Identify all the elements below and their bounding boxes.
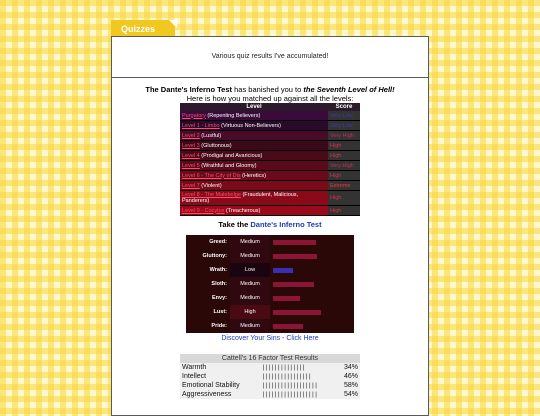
- level-cell: [180, 181, 328, 191]
- intro-text: Various quiz results I've accumulated!: [112, 37, 428, 78]
- content-panel: [111, 36, 429, 416]
- level-cell: [180, 111, 328, 121]
- dante-result-prefix: The Dante's Inferno Test: [145, 85, 233, 94]
- sin-bar-cell: [270, 319, 354, 333]
- sin-level: Medium: [230, 277, 270, 291]
- dante-result-middle: has banished you to: [234, 85, 302, 94]
- dante-result-destination: the Seventh Level of Hell!: [303, 85, 395, 94]
- level-name-link[interactable]: Level 9 - Cocytus: [182, 207, 225, 214]
- sin-bar: [273, 268, 293, 273]
- cattell-bars: ||||||||||||||||: [261, 373, 312, 380]
- level-cell: [180, 206, 328, 216]
- cattell-row: [180, 372, 360, 381]
- discover-sins: [112, 335, 428, 342]
- sin-bar-cell: [270, 305, 354, 319]
- sin-level: Medium: [230, 291, 270, 305]
- level-cell: [180, 151, 328, 161]
- level-score: High: [328, 191, 360, 206]
- level-cell: [180, 191, 328, 206]
- dante-levels-table: [180, 103, 360, 216]
- cattell-trait: Intellect: [182, 373, 207, 380]
- level-cell: [180, 171, 328, 181]
- level-name-link[interactable]: Level 1 - Limbo: [182, 122, 220, 129]
- cattell-bars: ||||||||||||||: [261, 364, 305, 371]
- level-score: Very Low: [328, 111, 360, 121]
- sin-name: Greed:: [209, 239, 227, 245]
- level-row: [180, 151, 360, 161]
- sin-level: Medium: [230, 319, 270, 333]
- sin-name: Lust:: [213, 309, 227, 315]
- levels-header-score: Score: [328, 103, 360, 111]
- level-score: High: [328, 141, 360, 151]
- levels-header-level: Level: [180, 103, 328, 111]
- level-description: (Heretics): [242, 172, 266, 179]
- sin-level: Medium: [230, 249, 270, 263]
- take-prefix: Take the: [218, 220, 249, 229]
- level-description: (Treacherous): [226, 207, 261, 214]
- level-cell: [180, 131, 328, 141]
- level-row: [180, 121, 360, 131]
- level-row: [180, 141, 360, 151]
- level-cell: [180, 141, 328, 151]
- level-score: Extreme: [328, 181, 360, 191]
- cattell-bars: ||||||||||||||||||: [261, 382, 318, 389]
- level-row: [180, 111, 360, 121]
- cattell-trait: Warmth: [182, 364, 207, 371]
- sin-bar: [273, 254, 317, 259]
- cattell-bars: ||||||||||||||||||: [261, 391, 318, 398]
- level-row: [180, 161, 360, 171]
- level-score: High: [328, 151, 360, 161]
- level-cell: [180, 121, 328, 131]
- sin-row: [186, 277, 354, 291]
- level-description: (Gluttonous): [201, 142, 232, 149]
- level-description: (Repenting Believers): [207, 112, 261, 119]
- sin-row: [186, 249, 354, 263]
- sin-bar: [273, 296, 300, 301]
- cattell-pct: 58%: [343, 382, 358, 389]
- level-score: High: [328, 171, 360, 181]
- sin-bar-cell: [270, 249, 354, 263]
- take-dante-test: [112, 220, 428, 229]
- sin-level: Medium: [230, 235, 270, 249]
- cattell-pct: 34%: [343, 364, 358, 371]
- level-row: [180, 131, 360, 141]
- level-name-link[interactable]: Purgatory: [182, 112, 206, 119]
- dante-result-heading: [112, 85, 428, 103]
- sin-bar: [273, 324, 303, 329]
- level-score: Very High: [328, 131, 360, 141]
- level-description: (Lustful): [201, 132, 222, 139]
- quiz-results: [112, 77, 428, 399]
- dante-test-link[interactable]: Dante's Inferno Test: [250, 220, 322, 229]
- level-name-link[interactable]: Level 2: [182, 132, 200, 139]
- level-description: (Wrathful and Gloomy): [201, 162, 257, 169]
- level-name-link[interactable]: Level 3: [182, 142, 200, 149]
- sin-bar: [273, 240, 316, 245]
- level-name-link[interactable]: Level 7: [182, 182, 200, 189]
- level-score: Very Low: [328, 121, 360, 131]
- level-description: (Virtuous Non-Believers): [221, 122, 281, 129]
- cattell-trait: Emotional Stability: [182, 382, 240, 389]
- sin-bar-cell: [270, 263, 354, 277]
- sin-name: Gluttony:: [202, 253, 227, 259]
- level-description: (Fraudulent, Malicious, Panderers): [182, 192, 299, 204]
- level-row: [180, 181, 360, 191]
- sin-row: [186, 263, 354, 277]
- sin-level: High: [230, 305, 270, 319]
- cattell-row: [180, 381, 360, 390]
- cattell-row: [180, 363, 360, 372]
- cattell-row: [180, 390, 360, 399]
- level-cell: [180, 161, 328, 171]
- sin-level: Low: [230, 263, 270, 277]
- sin-row: [186, 319, 354, 333]
- level-score: High: [328, 206, 360, 216]
- sin-name: Sloth:: [211, 281, 227, 287]
- level-score: Very High: [328, 161, 360, 171]
- level-row: [180, 206, 360, 216]
- level-description: (Prodigal and Avaricious): [201, 152, 263, 159]
- cattell-trait: Aggressiveness: [182, 391, 232, 398]
- level-name-link[interactable]: Level 4: [182, 152, 200, 159]
- level-row: [180, 171, 360, 181]
- sins-table: [186, 235, 354, 333]
- level-row: [180, 191, 360, 206]
- cattell-title: Cattell's 16 Factor Test Results: [180, 354, 360, 363]
- sin-row: [186, 235, 354, 249]
- sin-row: [186, 305, 354, 319]
- dante-result-subtitle: Here is how you matched up against all the levels:: [186, 94, 354, 103]
- sin-name: Pride:: [211, 323, 227, 329]
- level-description: (Violent): [201, 182, 222, 189]
- sin-row: [186, 291, 354, 305]
- cattell-pct: 46%: [343, 373, 358, 380]
- sin-bar-cell: [270, 291, 354, 305]
- sin-bar: [273, 310, 321, 315]
- cattell-table: [180, 354, 360, 399]
- sin-bar-cell: [270, 277, 354, 291]
- level-name-link[interactable]: Level 8 - The Malebolge: [182, 192, 241, 198]
- sin-name: Wrath:: [209, 267, 227, 273]
- discover-sins-link[interactable]: Discover Your Sins - Click Here: [221, 335, 319, 342]
- level-name-link[interactable]: Level 6 - The City of Dis: [182, 172, 241, 179]
- sin-bar: [273, 282, 314, 287]
- sin-name: Envy:: [212, 295, 227, 301]
- cattell-pct: 54%: [343, 391, 358, 398]
- sin-bar-cell: [270, 235, 354, 249]
- level-name-link[interactable]: Level 5: [182, 162, 200, 169]
- quizzes-tab: Quizzes: [111, 20, 175, 38]
